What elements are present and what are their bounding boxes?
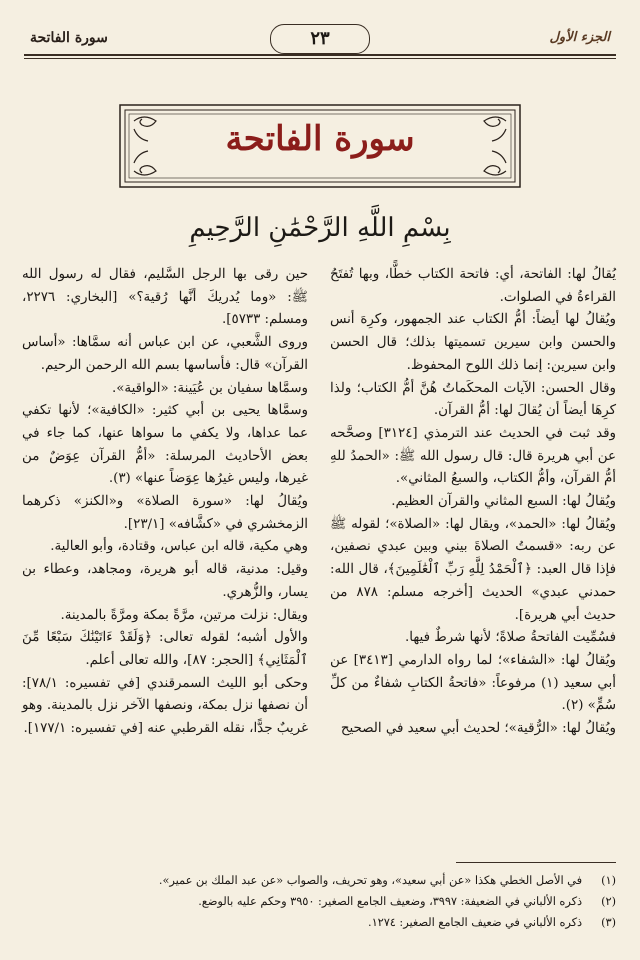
paragraph: وحكى أبو الليث السمرقندي [في تفسيره: ٧٨/١]: أن نصفها نزل بمكة، ونصفها الآخر نزل بالمدينة. وهو غريبٌ جدًّا، نقله القرطبي عنه [في تفسيره: ١٧٧/١]. [22, 675, 308, 737]
footnotes [24, 870, 616, 933]
paragraph: وهي مكية، قاله ابن عباس، وقتادة، وأبو العالية. [50, 539, 308, 555]
surah-header-label: سورة الفاتحة [30, 30, 108, 46]
footnote [24, 912, 616, 933]
footnote-text: ذكره الألباني في الضعيفة: ٣٩٩٧، وضعيف الجامع الصغير: ٣٩٥٠ وحكم عليه بالوضع. [198, 895, 582, 908]
volume-label: الجزء الأول [549, 30, 610, 45]
paragraph: وقال الحسن: الآيات المحكَماتُ هُنَّ أمُّ الكتاب؛ ولذا كرِهَا أيضاً أن يُقالَ لها: أمُّ القرآن. [330, 380, 616, 419]
paragraph: يُقالُ لها: الفاتحة، أي: فاتحة الكتاب خطًّا، وبها تُفتَحُ القراءةُ في الصلوات. [330, 267, 616, 305]
paragraph: وروى الشَّعبي، عن ابن عباس أنه سمَّاها: «أساس القرآن» قال: فأساسها بسم الله الرحمن الرحيم. [22, 335, 308, 373]
paragraph: ويُقالُ لها أيضاً: أمُّ الكتاب عند الجمهور، وكرِهَ أنس والحسن وابن سيرين تسميتها بذلك؛ قال الحسن وابن سيرين: إنما ذلك اللوح المحفوظ. [330, 312, 616, 373]
header-rule [24, 54, 616, 56]
footnote-text: ذكره الألباني في ضعيف الجامع الصغير: ١٢٧٤. [367, 916, 582, 929]
paragraph: وقد ثبت في الحديث عند الترمذي [٣١٢٤] وصحَّحه عن أبي هريرة قال: قال رسول الله ﷺ: «الحمدُ للهِ أمُّ القرآن، وأمُّ الكتاب، والسبعُ المثاني». [330, 425, 616, 487]
right-column [330, 264, 616, 741]
footnote-text: في الأصل الخطي هكذا «عن أبي سعيد»، وهو تحريف، والصواب «عن عبد الملك بن عمير». [158, 874, 582, 887]
footnote-number: (٢) [601, 895, 616, 908]
surah-title: سورة الفاتحة [225, 119, 415, 159]
running-header [24, 18, 616, 58]
paragraph: ويُقالُ لها: السبع المثاني والقرآن العظيم. [391, 494, 616, 510]
title-cartouche [118, 103, 522, 189]
basmala: بِسْمِ اللَّهِ الرَّحْمَٰنِ الرَّحِيمِ [189, 213, 451, 243]
paragraph: ويُقالُ لها: «الحمد»، ويقال لها: «الصلاة»؛ لقوله ﷺ عن ربه: «قسمتُ الصلاةَ بيني وبين عبدي نصفين، فإذا قال العبد: ﴿ٱلْحَمْدُ لِلَّهِ رَبِّ ٱلْعَٰلَمِينَ﴾، قال الله: حمدني عبدي» الحديث [أخرجه مسلم: ٨٧٨ من حديث أبي هريرة]. [330, 516, 617, 623]
paragraph: وسمَّاها يحيى بن أبي كثير: «الكافية»؛ لأنها تكفي عما عداها، ولا يكفي ما سواها عنها، كما جاء في بعض الأحاديث المرسلة: «أمُّ القرآن عِوَضٌ من غيرها، وليس غيرُها عِوَضاً عنها» (٣). [22, 403, 308, 487]
paragraph: ويقال: نزلت مرتين، مرَّةً بمكة ومرَّةً بالمدينة. [60, 607, 308, 623]
footnote-number: (٣) [601, 916, 616, 929]
paragraph: وقيل: مدنية، قاله أبو هريرة، ومجاهد، وعطاء بن يسار، والزُّهري. [22, 562, 308, 600]
paragraph: ويُقالُ لها: «سورة الصلاة» و«الكنز» ذكرهما الزمخشري في «كشَّافه» [٢٣/١]. [22, 494, 308, 532]
footnote-number: (١) [601, 874, 616, 887]
header-rule-thin [24, 58, 616, 59]
footnote-separator [456, 862, 616, 863]
footnote [24, 870, 616, 891]
paragraph: ويُقالُ لها: «الشفاء»؛ لما رواه الدارمي [٣٤١٣] عن أبي سعيد (١) مرفوعاً: «فاتحةُ الكتابِ شفاءٌ من كلِّ سُمٍّ» (٢). [330, 652, 617, 714]
paragraph: والأول أشبه؛ لقوله تعالى: ﴿وَلَقَدْ ءَاتَيْنَٰكَ سَبْعًا مِّنَ ٱلْمَثَانِي﴾ [الحجر: ٨٧]، والله تعالى أعلم. [22, 630, 308, 668]
paragraph: حين رقى بها الرجل السَّليم، فقال له رسول الله ﷺ: «وما يُدريكَ أنَّها رُقية؟» [البخاري: ٢٢٧٦، ومسلم: ٥٧٣٣]. [22, 267, 308, 328]
paragraph: ويُقالُ لها: «الرُّقية»؛ لحديث أبي سعيد في الصحيح [340, 721, 616, 737]
left-column [22, 264, 308, 741]
paragraph: فسُمِّيت الفاتحةُ صلاةً؛ لأنها شرطٌ فيها. [405, 630, 616, 646]
paragraph: وسمَّاها سفيان بن عُيَينة: «الواقية». [111, 380, 308, 396]
page-number: ٢٣ [270, 24, 370, 54]
footnote [24, 891, 616, 912]
